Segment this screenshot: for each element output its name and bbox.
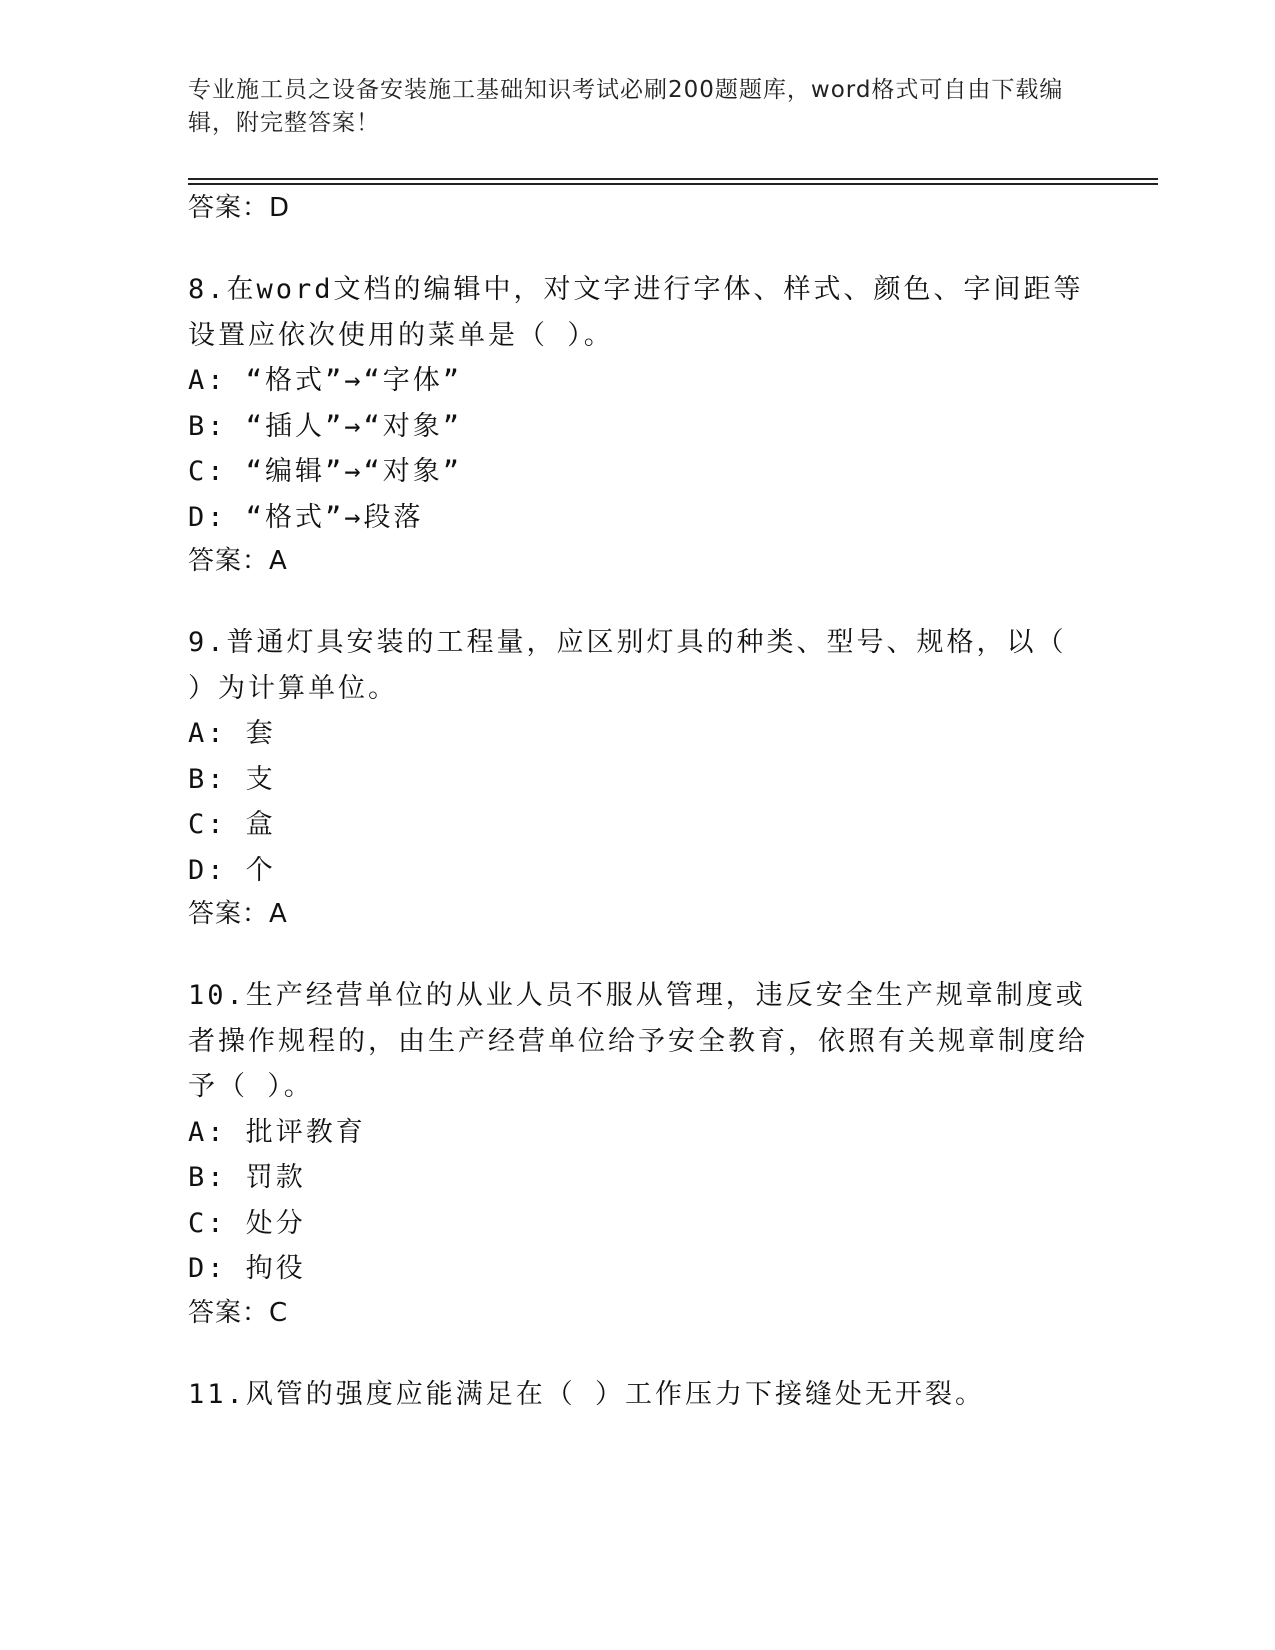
option-a: A: “格式”→“字体” [188,365,463,396]
option-b: B: “插人”→“对象” [188,410,463,442]
question-10 [188,973,1088,1292]
question-8 [188,267,1088,540]
answer-9: 答案：A [188,899,288,929]
header-rule-top [188,178,1158,180]
option-d: D: 个 [188,854,276,886]
question-text: 11.风管的强度应能满足在（ ）工作压力下接缝处无开裂。 [188,1379,986,1410]
option-b: B: 罚款 [188,1162,306,1193]
question-11 [188,1372,1088,1418]
question-9 [188,620,1088,893]
header-rule-bottom [188,183,1158,185]
option-a: A: 批评教育 [188,1116,366,1148]
option-c: C: “编辑”→“对象” [188,456,463,487]
question-text: 10.生产经营单位的从业人员不服从管理，违反安全生产规章制度或者操作规程的，由生产经营单位给予安全教育，依照有关规章制度给予（ ）。 [188,980,1088,1102]
option-d: D: “格式”→段落 [188,501,424,533]
option-a: A: 套 [188,718,276,749]
question-text: 8.在word文档的编辑中，对文字进行字体、样式、颜色、字间距等设置应依次使用的菜单是（ ）。 [188,274,1084,351]
option-c: C: 盒 [188,809,276,840]
page-header: 专业施工员之设备安装施工基础知识考试必刷200题题库，word格式可自由下载编辑，附完整答案！ [188,77,1064,136]
previous-answer: 答案：D [188,193,291,223]
option-c: C: 处分 [188,1207,306,1239]
option-d: D: 拘役 [188,1253,306,1284]
question-text: 9.普通灯具安装的工程量，应区别灯具的种类、型号、规格，以（ ）为计算单位。 [188,627,1067,704]
option-b: B: 支 [188,763,276,795]
answer-8: 答案：A [188,546,288,576]
answer-10: 答案：C [188,1298,289,1328]
